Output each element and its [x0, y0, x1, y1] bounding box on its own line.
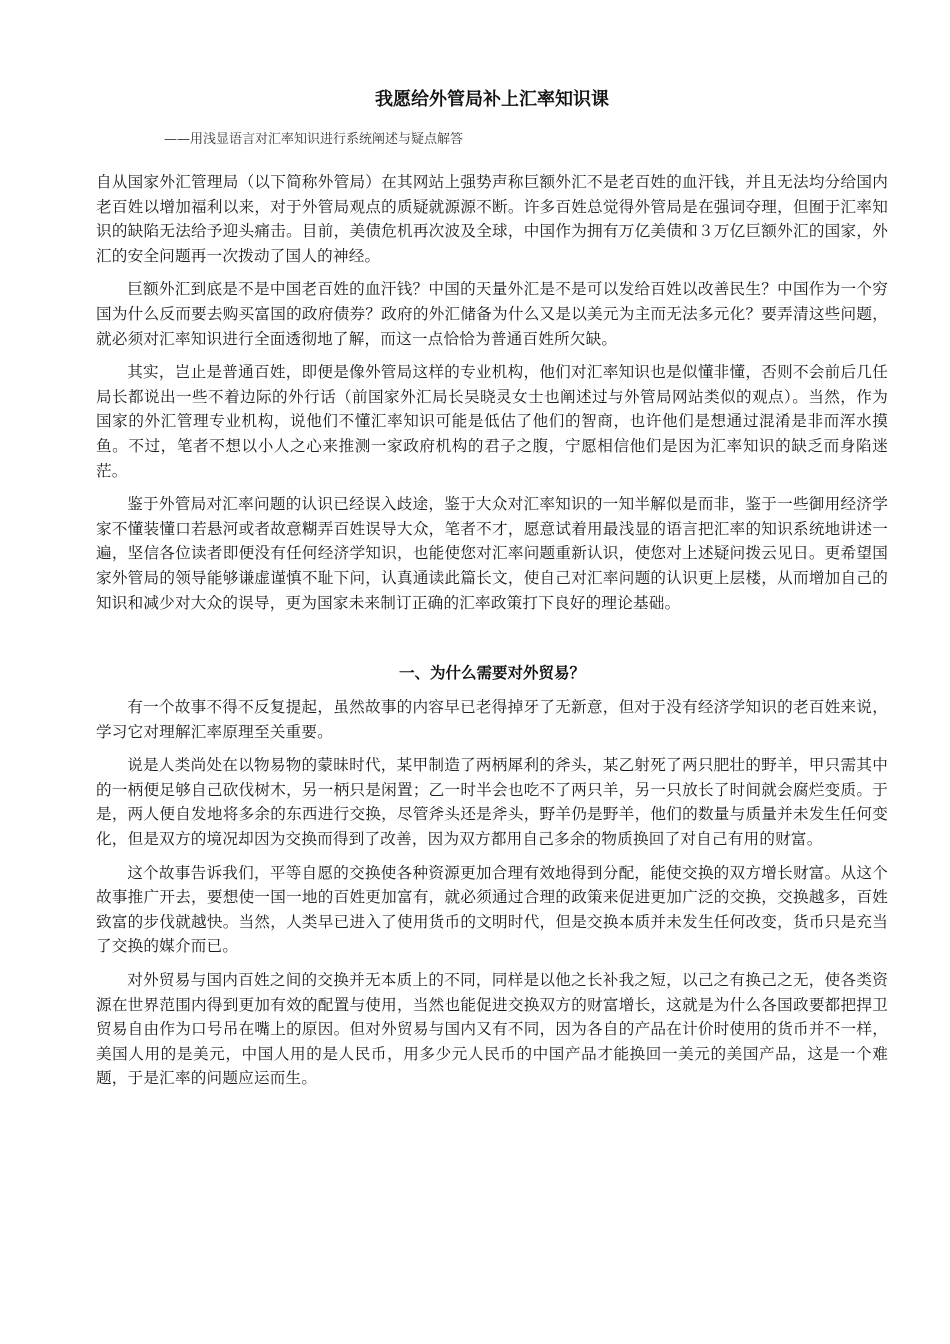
intro-paragraph-3: 其实，岂止是普通百姓，即便是像外管局这样的专业机构，他们对汇率知识也是似懂非懂，否则不会前后几任局长都说出一些不着边际的外行话（前国家外汇局长吴晓灵女士也阐述过与外管局网站类似的观点）。当然，作为国家的外汇管理专业机构，说他们不懂汇率知识可能是低估了他们的智商，也许他们是想通过混淆是非而浑水摸鱼。不过，笔者不想以小人之心来推测一家政府机构的君子之腹，宁愿相信他们是因为汇率知识的缺乏而身陷迷茫。 — [96, 363, 888, 480]
intro-paragraph-1: 自从国家外汇管理局（以下简称外管局）在其网站上强势声称巨额外汇不是老百姓的血汗钱，并且无法均分给国内老百姓以增加福利以来，对于外管局观点的质疑就源源不断。许多百姓总觉得外管局是在强词夺理，但囿于汇率知识的缺陷无法给予迎头痛击。目前，美债危机再次波及全球，中国作为拥有万亿美债和３万亿巨额外汇的国家，外汇的安全问题再一次拨动了国人的神经。 — [96, 173, 888, 265]
intro-paragraph-4: 鉴于外管局对汇率问题的认识已经误入歧途，鉴于大众对汇率知识的一知半解似是而非，鉴于一些御用经济学家不懂装懂口若悬河或者故意糊弄百姓误导大众，笔者不才，愿意试着用最浅显的语言把汇率的知识系统地讲述一遍，坚信各位读者即便没有任何经济学知识，也能使您对汇率问题重新认识，使您对上述疑问拨云见日。更希望国家外管局的领导能够谦虚谨慎不耻下问，认真通读此篇长文，使自己对汇率问题的认识更上层楼，从而增加自己的知识和减少对大众的误导，更为国家未来制订正确的汇率政策打下良好的理论基础。 — [96, 495, 888, 612]
document-title: 我愿给外管局补上汇率知识课 — [375, 89, 609, 110]
document-page — [96, 86, 888, 1091]
section-1-paragraph-2: 说是人类尚处在以物易物的蒙昧时代，某甲制造了两柄犀利的斧头，某乙射死了两只肥壮的野羊，甲只需其中的一柄便足够自己砍伐树木，另一柄只是闲置；乙一时半会也吃不了两只羊，另一只放长了时间就会腐烂变质。于是，两人便自发地将多余的东西进行交换，尽管斧头还是斧头，野羊仍是野羊，他们的数量与质量并未发生任何变化，但是双方的境况却因为交换而得到了改善，因为双方都用自己多余的物质换回了对自己有用的财富。 — [96, 756, 888, 849]
document-subtitle: ——用浅显语言对汇率知识进行系统阐述与疑点解答 — [164, 132, 464, 147]
section-1-paragraph-3: 这个故事告诉我们，平等自愿的交换使各种资源更加合理有效地得到分配，能使交换的双方增长财富。从这个故事推广开去，要想使一国一地的百姓更加富有，就必须通过合理的政策来促进更加广泛的交换，交换越多，百姓致富的步伐就越快。当然，人类早已进入了使用货币的文明时代，但是交换本质并未发生任何改变，货币只是充当了交换的媒介而已。 — [96, 863, 888, 956]
section-1-heading: 一、为什么需要对外贸易？ — [398, 664, 585, 683]
section-1-paragraph-1: 有一个故事不得不反复提起，虽然故事的内容早已老得掉牙了无新意，但对于没有经济学知识的老百姓来说，学习它对理解汇率原理至关重要。 — [96, 698, 888, 741]
section-1-paragraph-4: 对外贸易与国内百姓之间的交换并无本质上的不同，同样是以他之长补我之短，以己之有换己之无，使各类资源在世界范围内得到更加有效的配置与使用，当然也能促进交换双方的财富增长，这就是为什么各国政要都把捍卫贸易自由作为口号吊在嘴上的原因。但对外贸易与国内又有不同，因为各自的产品在计价时使用的货币并不一样，美国人用的是美元，中国人用的是人民币，用多少元人民币的中国产品才能换回一美元的美国产品，这是一个难题，于是汇率的问题应运而生。 — [96, 971, 888, 1088]
intro-paragraph-2: 巨额外汇到底是不是中国老百姓的血汗钱？中国的天量外汇是不是可以发给百姓以改善民生？中国作为一个穷国为什么反而要去购买富国的政府债券？政府的外汇储备为什么又是以美元为主而无法多元化？要弄清这些问题，就必须对汇率知识进行全面透彻地了解，而这一点恰恰为普通百姓所欠缺。 — [96, 280, 888, 348]
